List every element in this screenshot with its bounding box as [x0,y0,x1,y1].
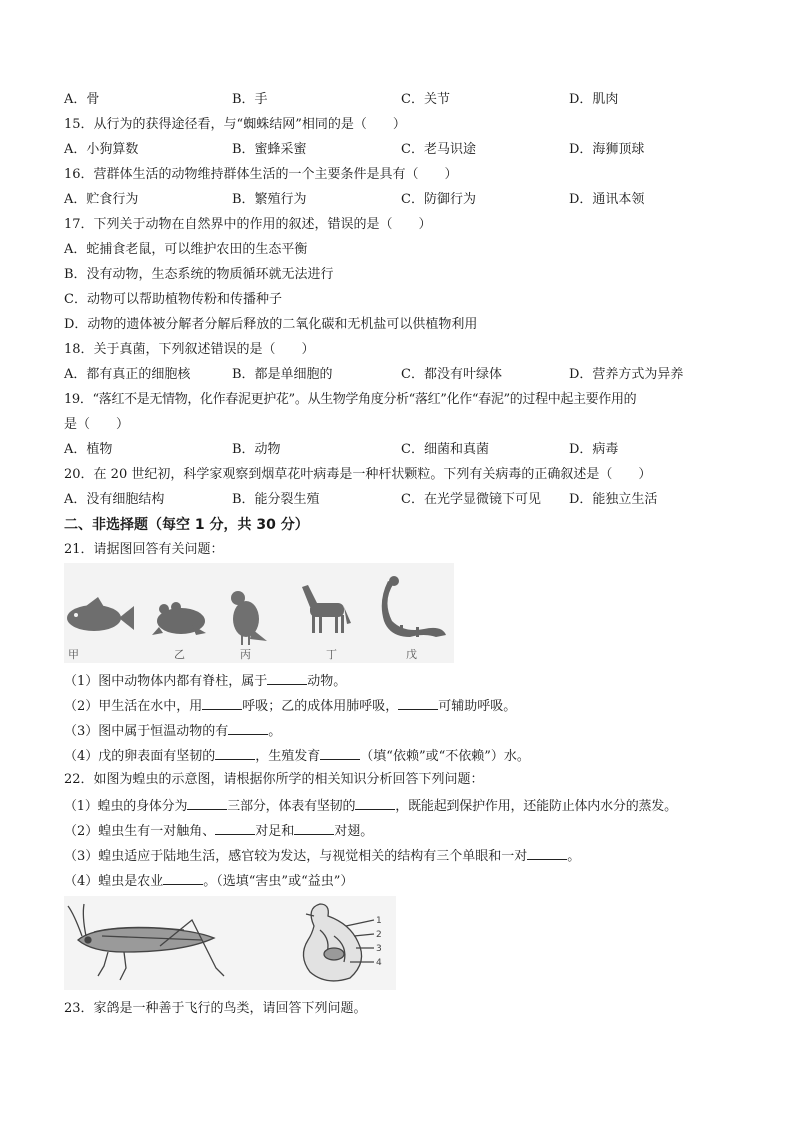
q21-p3-text-a: （3）图中属于恒温动物的有 [64,724,229,739]
q14-option-b[interactable]: B．手 [232,92,268,107]
q20-option-b[interactable]: B．能分裂生殖 [232,492,320,507]
q20-option-a[interactable]: A．没有细胞结构 [64,492,165,507]
q22-part1 [64,796,677,816]
answer-blank[interactable] [202,696,242,710]
label-ding: 丁 [326,648,337,661]
label-bing: 丙 [240,648,251,661]
answer-blank[interactable] [355,796,395,810]
q21-p4-text-b: ，生殖发育 [255,749,321,764]
q21-p3-text-b: 。 [268,724,282,739]
q21-part2 [64,696,516,716]
q19-option-a[interactable]: A．植物 [64,442,113,457]
q18-option-d[interactable]: D．营养方式为异养 [569,367,684,382]
q17-stem: 17．下列关于动物在自然界中的作用的叙述，错误的是（ ） [64,217,432,232]
q14-option-c[interactable]: C．关节 [401,92,450,107]
q23-stem: 23．家鸽是一种善于飞行的鸟类，请回答下列问题。 [64,1001,367,1016]
q22-p2-text-a: （2）蝗虫生有一对触角、 [64,824,216,839]
answer-blank[interactable] [267,671,307,685]
q22-p4-text-b: 。（选填“害虫”或“益虫”） [203,874,354,889]
q20-options [64,491,744,509]
q17-option-a[interactable]: A．蛇捕食老鼠，可以维护农田的生态平衡 [64,242,308,257]
q21-p2-text-a: （2）甲生活在水中，用 [64,699,203,714]
answer-blank[interactable] [527,846,567,860]
q15-option-c[interactable]: C．老马识途 [401,142,476,157]
q17-option-d[interactable]: D．动物的遗体被分解者分解后释放的二氧化碳和无机盐可以供植物利用 [64,317,478,332]
q15-options [64,141,744,159]
q16-options [64,191,744,209]
q16-option-b[interactable]: B．繁殖行为 [232,192,307,207]
q16-option-c[interactable]: C．防御行为 [401,192,476,207]
q19-option-d[interactable]: D．病毒 [569,442,619,457]
q21-p2-text-b: 呼吸；乙的成体用肺呼吸， [242,699,399,714]
q18-options [64,366,744,384]
q18-stem: 18．关于真菌，下列叙述错误的是（ ） [64,342,315,357]
q22-p4-text-a: （4）蝗虫是农业 [64,874,164,889]
q21-part4 [64,746,530,766]
answer-blank[interactable] [398,696,438,710]
q20-stem: 20．在 20 世纪初，科学家观察到烟草花叶病毒是一种杆状颗粒。下列有关病毒的正确叙述是（ ） [64,467,652,482]
label-wu: 戊 [406,648,417,661]
q21-p4-text-a: （4）戊的卵表面有坚韧的 [64,749,216,764]
q15-option-b[interactable]: B．蜜蜂采蜜 [232,142,307,157]
q21-p2-text-c: 可辅助呼吸。 [438,699,517,714]
q22-p2-text-b: 对足和 [255,824,295,839]
q20-option-c[interactable]: C．在光学显微镜下可见 [401,492,541,507]
q22-stem: 22．如图为蝗虫的示意图，请根据你所学的相关知识分析回答下列问题： [64,772,484,787]
label-yi: 乙 [174,648,185,661]
q19-option-b[interactable]: B．动物 [232,442,281,457]
q17-option-b[interactable]: B．没有动物，生态系统的物质循环就无法进行 [64,267,334,282]
q22-p1-text-c: ，既能起到保护作用，还能防止体内水分的蒸发。 [395,799,677,814]
q16-stem: 16．营群体生活的动物维持群体生活的一个主要条件是具有（ ） [64,167,458,182]
answer-blank[interactable] [215,821,255,835]
q14-option-d[interactable]: D．肌肉 [569,92,619,107]
pigeon-label-1: 1 [376,916,382,926]
pigeon-label-2: 2 [376,930,382,940]
q19-stem-cont: 是（ ） [64,417,130,432]
q22-p1-text-a: （1）蝗虫的身体分为 [64,799,188,814]
q18-option-c[interactable]: C．都没有叶绿体 [401,367,502,382]
q20-option-d[interactable]: D．能独立生活 [569,492,658,507]
q21-part3 [64,721,281,741]
q21-part1 [64,671,346,691]
q15-stem: 15．从行为的获得途径看，与“蜘蛛结网”相同的是（ ） [64,117,406,132]
answer-blank[interactable] [228,721,268,735]
q18-option-a[interactable]: A．都有真正的细胞核 [64,367,191,382]
pigeon-label-4: 4 [376,958,382,968]
section-heading: 二、非选择题（每空 1 分，共 30 分） [64,517,309,533]
q19-stem: 19．“落红不是无情物，化作春泥更护花”。从生物学角度分析“落红”化作“春泥”的过程中起主要作用的 [64,392,637,407]
q18-option-b[interactable]: B．都是单细胞的 [232,367,333,382]
q19-options [64,441,744,459]
q21-p1-text-a: （1）图中动物体内都有脊柱，属于 [64,674,268,689]
q14-option-a[interactable]: A．骨 [64,92,100,107]
locust-pigeon-figure [64,896,396,990]
q22-part2 [64,821,373,841]
q15-option-d[interactable]: D．海狮顶球 [569,142,645,157]
q21-p1-text-b: 动物。 [307,674,347,689]
q14-options [64,91,744,109]
q22-p1-text-b: 三部分，体表有坚韧的 [227,799,356,814]
q17-option-c[interactable]: C．动物可以帮助植物传粉和传播种子 [64,292,282,307]
vertebrates-figure [64,563,454,663]
q19-option-c[interactable]: C．细菌和真菌 [401,442,489,457]
answer-blank[interactable] [294,821,334,835]
label-jia: 甲 [68,648,79,661]
q16-option-a[interactable]: A．贮食行为 [64,192,139,207]
pigeon-label-3: 3 [376,944,382,954]
q22-p3-text-b: 。 [567,849,581,864]
q22-part4 [64,871,353,891]
q21-stem: 21．请据图回答有关问题： [64,542,224,557]
answer-blank[interactable] [320,746,360,760]
answer-blank[interactable] [163,871,203,885]
answer-blank[interactable] [187,796,227,810]
q22-p3-text-a: （3）蝗虫适应于陆地生活，感官较为发达，与视觉相关的结构有三个单眼和一对 [64,849,528,864]
q16-option-d[interactable]: D．通讯本领 [569,192,645,207]
q22-part3 [64,846,580,866]
q21-p4-text-c: （填“依赖”或“不依赖”）水。 [360,749,530,764]
answer-blank[interactable] [215,746,255,760]
q15-option-a[interactable]: A．小狗算数 [64,142,139,157]
q22-p2-text-c: 对翅。 [334,824,374,839]
